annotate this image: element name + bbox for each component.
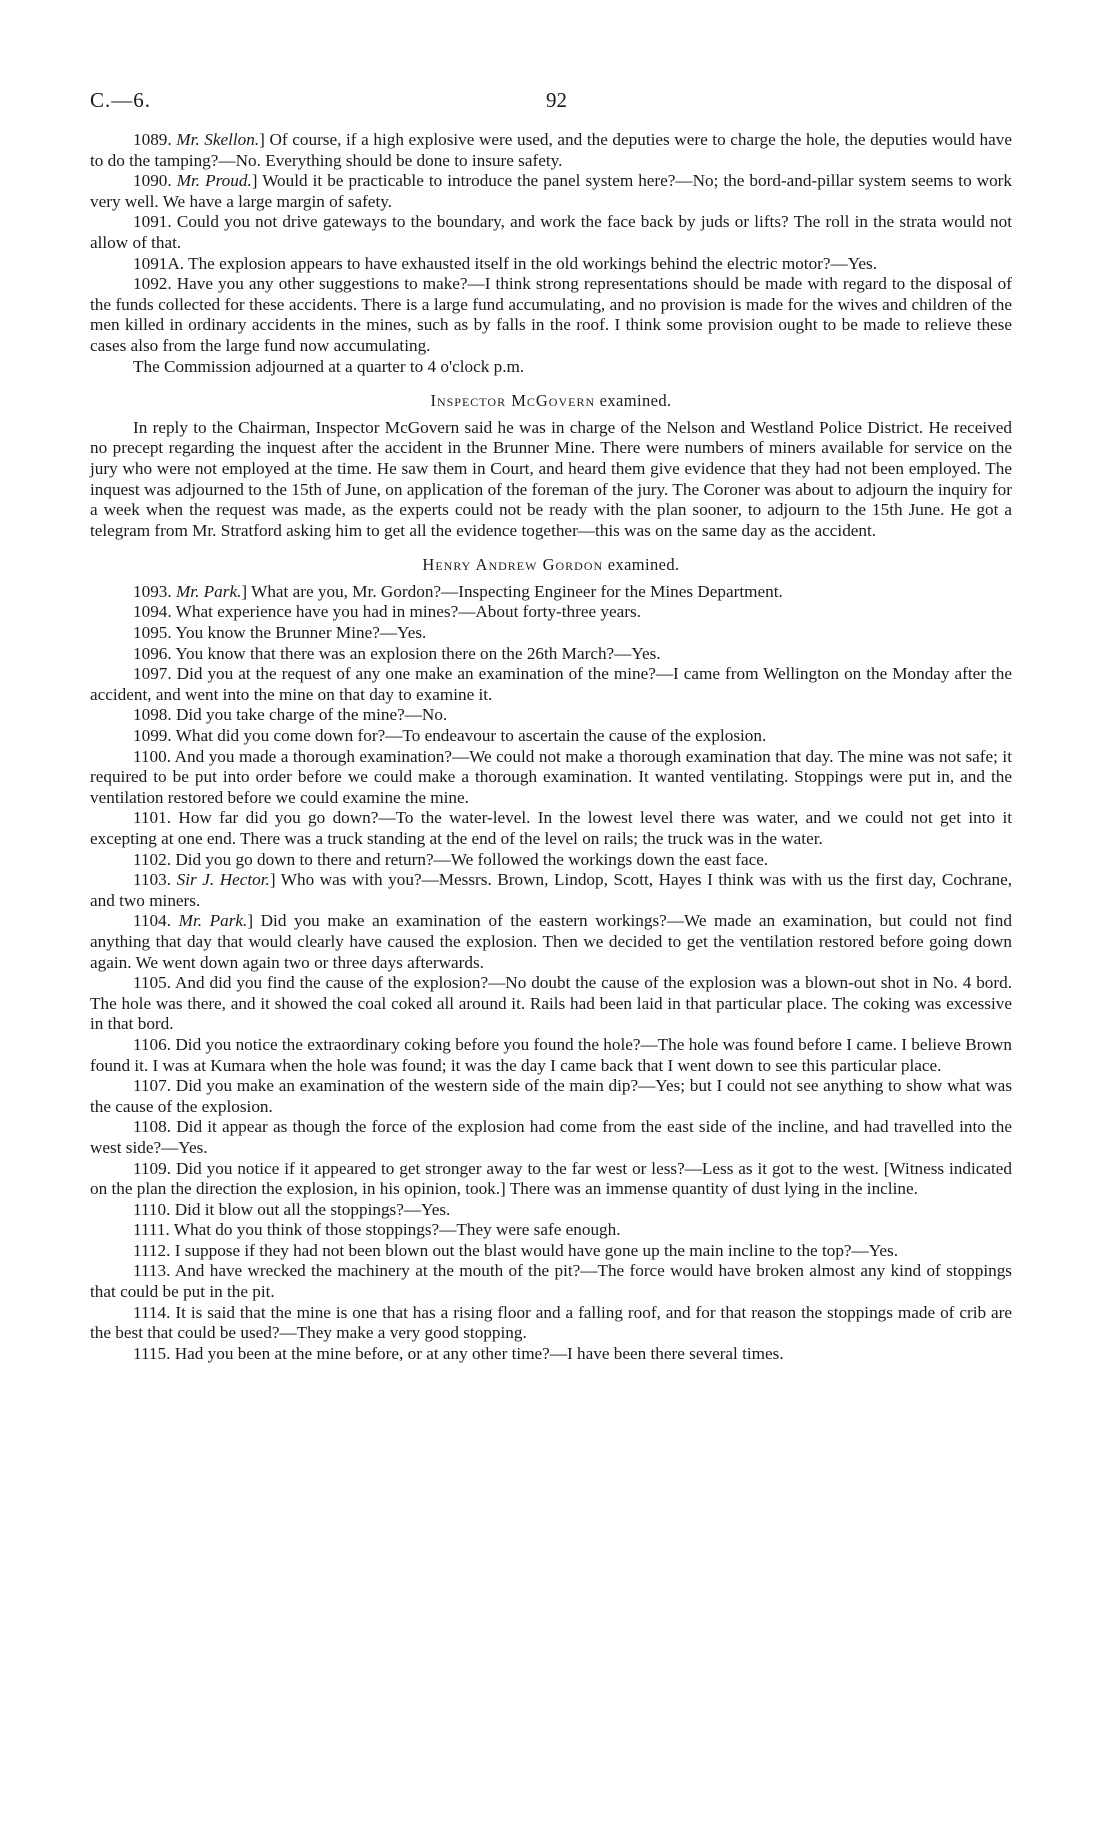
question-number: 1097. xyxy=(133,664,172,684)
question-number: 1104. xyxy=(133,911,172,931)
question-paragraph xyxy=(90,212,1012,253)
question-number: 1094. xyxy=(133,602,172,622)
question-paragraph xyxy=(90,602,1012,623)
section-heading-mcgovern: Inspector McGovern examined. xyxy=(430,391,672,411)
question-number: 1103. xyxy=(133,870,172,890)
question-number: 1091A. xyxy=(133,253,185,273)
adjournment-note: The Commission adjourned at a quarter to 4 o'clock p.m. xyxy=(133,356,525,376)
question-paragraph xyxy=(90,623,1012,644)
question-number: 1089. xyxy=(133,130,172,149)
question-text: Did you notice if it appeared to get stronger away to the far west or less?—Less as it got to the west. [Witness indicated on the plan the direction the explosion, in his opinion, took.] There was an immense quantity of dust lying in the incline. xyxy=(90,1158,1013,1199)
question-paragraph: 1093. Mr. Park.] What are you, Mr. Gordon?—Inspecting Engineer for the Mines Department. xyxy=(133,581,783,601)
question-text: It is said that the mine is one that has a rising floor and a falling roof, and for that reason the stoppings made of crib are the best that could be used?—They make a very good stopping. xyxy=(90,1302,1013,1343)
speaker-name: Mr. Proud. xyxy=(176,171,252,191)
question-text: And you made a thorough examination?—We could not make a thorough examination that day. The mine was not safe; it required to be put into order before we could make a thorough examination. It wanted ventilating. Stoppings were put in, and the ventilation restored before we could examine the mine. xyxy=(90,746,1012,807)
question-number: 1105. xyxy=(133,973,172,993)
page-header xyxy=(90,90,1012,130)
question-number: 1093. xyxy=(133,581,172,601)
question-paragraph: 1104. Mr. Park.] Did you make an examination of the eastern workings?—We made an examination, but could not find anything that day that would clearly have caused the explosion. Then we decided to get the ventilation restored before going down again. We went down again two or three days afterwards. xyxy=(90,911,1012,972)
question-paragraph xyxy=(90,850,1012,871)
question-text: Did it blow out all the stoppings?—Yes. xyxy=(174,1199,451,1219)
question-paragraph xyxy=(90,1261,1012,1302)
question-text: Have you any other suggestions to make?—I think strong representations should be made with regard to the disposal of the funds collected for these accidents. There is a large fund accumulating, and no provision is made for the wives and children of the men killed in ordinary accidents in the mines, such as by falls in the roof. I think some provision ought to be made to relieve these cases also from the large fund now accumulating. xyxy=(90,274,1012,355)
question-text: Did you notice the extraordinary coking before you found the hole?—The hole was found before I came. I believe Brown found it. I was at Kumara when the hole was found; it was the day I came back that I went down to see this particular place. xyxy=(90,1034,1013,1075)
question-text: Did you make an examination of the eastern workings?—We made an examination, but could not find anything that day that would clearly have caused the explosion. Then we decided to get the ventilation restored before going down again. We went down again two or three days afterwards. xyxy=(90,911,1012,972)
question-text: You know that there was an explosion there on the 26th March?—Yes. xyxy=(175,643,661,663)
question-number: 1108. xyxy=(133,1117,172,1137)
question-number: 1092. xyxy=(133,274,172,294)
question-number: 1111. xyxy=(133,1220,170,1240)
question-number: 1096. xyxy=(133,643,172,663)
question-paragraph: 1090. Mr. Proud.] Would it be practicable to introduce the panel system here?—No; the bord-and-pillar system seems to work very well. We have a large margin of safety. xyxy=(90,171,1013,211)
question-text: What are you, Mr. Gordon?—Inspecting Engineer for the Mines Department. xyxy=(247,581,783,601)
question-paragraph xyxy=(90,664,1012,705)
section-heading-gordon: Henry Andrew Gordon examined. xyxy=(422,555,680,575)
question-text: Could you not drive gateways to the boundary, and work the face back by juds or lifts? The roll in the strata would not allow of that. xyxy=(90,212,1012,252)
question-paragraph xyxy=(90,1117,1012,1158)
question-text: Did you make an examination of the western side of the main dip?—Yes; but I could not see anything to show what was the cause of the explosion. xyxy=(90,1076,1013,1116)
question-text: Would it be practicable to introduce the panel system here?—No; the bord-and-pillar system seems to work very well. We have a large margin of safety. xyxy=(90,171,1013,211)
question-number: 1101. xyxy=(133,808,172,828)
document-page xyxy=(90,90,1012,1364)
evidence-block-2 xyxy=(90,582,1012,1365)
question-text: Of course, if a high explosive were used, and the deputies were to charge the hole, the deputies would have to do the tamping?—No. Everything should be done to insure safety. xyxy=(90,130,1012,170)
document-reference: C.—6. xyxy=(90,88,152,112)
question-number: 1115. xyxy=(133,1343,171,1363)
question-text: Did you at the request of any one make an examination of the mine?—I came from Wellington on the Monday after the accident, and went into the mine on that day to examine it. xyxy=(90,664,1012,704)
question-number: 1090. xyxy=(133,171,172,191)
evidence-block-1 xyxy=(90,130,1012,357)
question-text: What do you think of those stoppings?—They were safe enough. xyxy=(173,1220,621,1240)
question-text: Did you take charge of the mine?—No. xyxy=(175,705,448,725)
question-paragraph xyxy=(90,726,1012,747)
question-paragraph xyxy=(90,1241,1012,1262)
question-text: And did you find the cause of the explosion?—No doubt the cause of the explosion was a blown-out shot in No. 4 bord. The hole was there, and it showed the coal coked all around it. Rails had been laid in that particular place. The coking was excessive in that bord. xyxy=(90,973,1012,1034)
question-number: 1100. xyxy=(133,746,172,766)
question-paragraph xyxy=(90,747,1012,809)
question-number: 1106. xyxy=(133,1034,172,1054)
speaker-name: Sir J. Hector. xyxy=(176,870,270,890)
question-paragraph xyxy=(90,1035,1012,1076)
question-text: What did you come down for?—To endeavour to ascertain the cause of the explosion. xyxy=(175,726,767,746)
question-paragraph: 1089. Mr. Skellon.] Of course, if a high explosive were used, and the deputies were to charge the hole, the deputies would have to do the tamping?—No. Everything should be done to insure safety. xyxy=(90,130,1012,170)
question-text: The explosion appears to have exhausted itself in the old workings behind the electric motor?—Yes. xyxy=(188,253,878,273)
question-paragraph: 1103. Sir J. Hector.] Who was with you?—Messrs. Brown, Lindop, Scott, Hayes I think was with us the first day, Cochrane, and two miners. xyxy=(90,870,1013,910)
question-paragraph xyxy=(90,1220,1012,1241)
page-number: 92 xyxy=(546,88,567,112)
question-text: And have wrecked the machinery at the mouth of the pit?—The force would have broken almost any kind of stoppings that could be put in the pit. xyxy=(90,1261,1012,1302)
question-paragraph xyxy=(90,274,1012,356)
question-paragraph xyxy=(90,1303,1012,1344)
question-text: What experience have you had in mines?—About forty-three years. xyxy=(175,602,641,622)
question-text: You know the Brunner Mine?—Yes. xyxy=(175,623,427,643)
question-number: 1098. xyxy=(133,705,172,725)
question-text: Had you been at the mine before, or at any other time?—I have been there several times. xyxy=(174,1343,784,1363)
question-number: 1091. xyxy=(133,212,172,232)
question-number: 1102. xyxy=(133,849,172,869)
question-text: I suppose if they had not been blown out the blast would have gone up the main incline to the top?—Yes. xyxy=(174,1240,899,1260)
question-number: 1095. xyxy=(133,623,172,643)
question-paragraph xyxy=(90,1159,1012,1200)
question-number: 1112. xyxy=(133,1240,171,1260)
question-paragraph xyxy=(90,1200,1012,1221)
question-paragraph xyxy=(90,808,1012,849)
question-paragraph xyxy=(90,973,1012,1035)
question-text: Who was with you?—Messrs. Brown, Lindop, Scott, Hayes I think was with us the first day, Cochrane, and two miners. xyxy=(90,870,1013,910)
speaker-name: Mr. Park. xyxy=(178,911,248,931)
speaker-name: Mr. Park. xyxy=(175,581,242,601)
question-paragraph xyxy=(90,705,1012,726)
question-paragraph xyxy=(90,1344,1012,1365)
question-text: Did you go down to there and return?—We followed the workings down the east face. xyxy=(175,849,769,869)
question-number: 1114. xyxy=(133,1302,171,1322)
question-number: 1107. xyxy=(133,1076,172,1096)
question-number: 1110. xyxy=(133,1199,171,1219)
question-paragraph xyxy=(90,1076,1012,1117)
mcgovern-statement: In reply to the Chairman, Inspector McGovern said he was in charge of the Nelson and Westland Police District. He received no precept regarding the inquest after the accident in the Brunner Mine. There were numbers of miners available for service on the jury who were not employed at the time. He saw them in Court, and heard them give evidence that they had not been employed. The inquest was adjourned to the 15th of June, on application of the foreman of the jury. The Coroner was about to adjourn the inquiry for a week when the request was made, as the experts could not be ready with the plan sooner, to adjourn to the 15th June. He got a telegram from Mr. Stratford asking him to get all the evidence together—this was on the same day as the accident. xyxy=(90,417,1012,540)
question-number: 1109. xyxy=(133,1158,172,1178)
question-number: 1113. xyxy=(133,1261,171,1281)
question-text: Did it appear as though the force of the explosion had come from the east side of the incline, and had travelled into the west side?—Yes. xyxy=(90,1117,1012,1157)
question-paragraph xyxy=(90,254,1012,275)
speaker-name: Mr. Skellon. xyxy=(176,130,260,149)
question-paragraph xyxy=(90,644,1012,665)
question-text: How far did you go down?—To the water-level. In the lowest level there was water, and we could not get into it excepting at one end. There was a truck standing at the end of the level on rails; the truck was in the water. xyxy=(90,808,1013,848)
question-number: 1099. xyxy=(133,726,172,746)
